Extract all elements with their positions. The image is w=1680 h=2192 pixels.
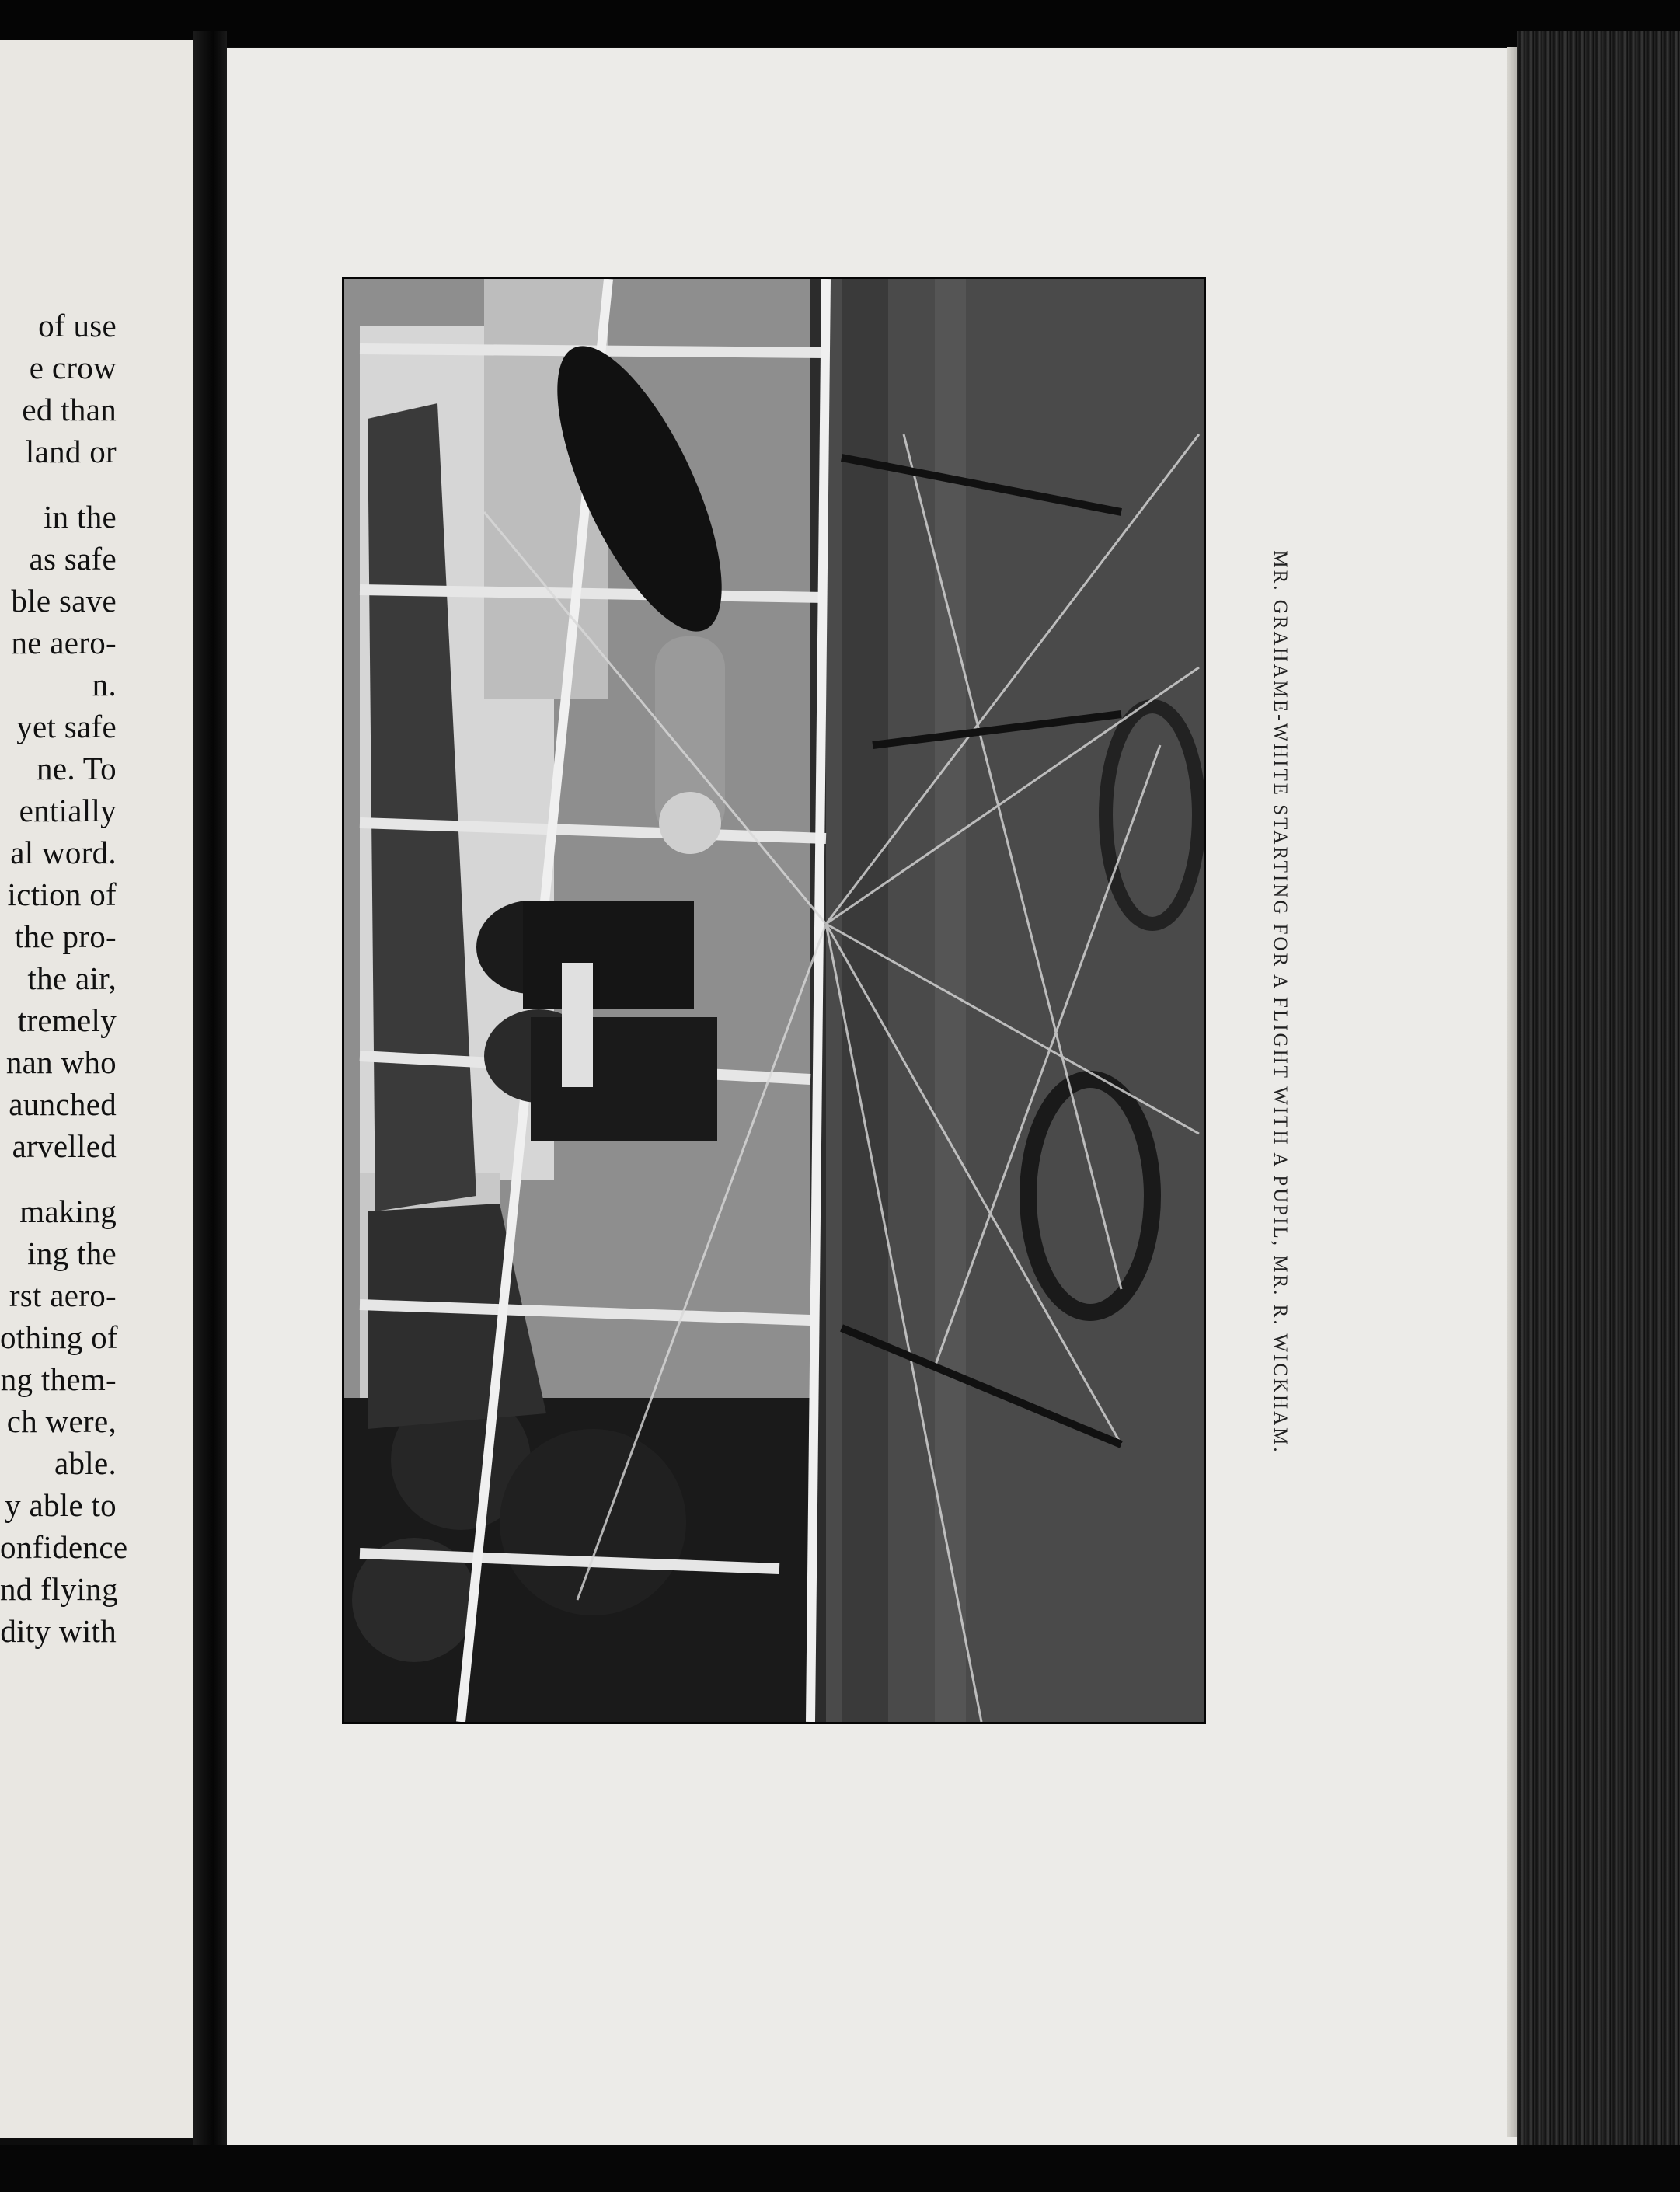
left-page-line: dity with — [0, 1613, 117, 1649]
photograph-plate — [342, 277, 1206, 1724]
left-page-line: al word. — [10, 835, 117, 870]
left-page-line: rst aero- — [9, 1277, 117, 1313]
left-page-line: as safe — [29, 541, 117, 577]
left-page-line: of use — [38, 308, 117, 343]
left-page-line: able. — [54, 1445, 117, 1481]
left-page-line: arvelled — [12, 1128, 117, 1164]
plate-caption: MR. GRAHAME-WHITE STARTING FOR A FLIGHT WITH A PUPIL, MR. R. WICKHAM. — [1270, 550, 1291, 1455]
left-page-line: onfidence — [0, 1529, 128, 1565]
left-page-line: ed than — [22, 392, 117, 427]
left-page-line: iction of — [7, 876, 117, 912]
left-page-line: e crow — [29, 350, 117, 385]
left-page-line: ne. To — [37, 751, 117, 786]
left-page-line: making — [19, 1194, 117, 1229]
left-page-line: land or — [25, 434, 117, 469]
left-page-line: ne aero- — [11, 625, 117, 660]
left-page-line: y able to — [5, 1487, 117, 1523]
left-page — [0, 40, 193, 2138]
left-page-line: othing of — [0, 1319, 118, 1355]
left-page-line: entially — [19, 793, 117, 828]
plate-caption-wrap — [1253, 490, 1307, 1515]
left-page-text — [0, 305, 191, 1652]
left-page-line: ing the — [27, 1235, 117, 1271]
left-page-line: in the — [43, 499, 117, 535]
left-page-line — [0, 1167, 191, 1190]
left-page-line: ch were, — [6, 1403, 117, 1439]
top-shadow — [0, 0, 1680, 47]
page-edges-stack — [1517, 31, 1680, 2152]
left-page-line: ble save — [11, 583, 117, 619]
left-page-line: nan who — [5, 1044, 117, 1080]
book-gutter — [193, 31, 227, 2145]
left-page-line — [0, 472, 191, 496]
aeroplane-photo — [344, 279, 1204, 1722]
left-page-line: tremely — [17, 1002, 117, 1038]
left-page-line: nd flying — [0, 1571, 118, 1607]
left-page-line: the air, — [27, 960, 117, 996]
bottom-shadow — [0, 2145, 1680, 2192]
left-page-line: n. — [92, 667, 117, 702]
left-page-line: the pro- — [14, 918, 117, 954]
left-page-line: yet safe — [16, 709, 117, 744]
left-page-line: aunched — [9, 1086, 117, 1122]
left-page-line: ng them- — [0, 1361, 117, 1397]
